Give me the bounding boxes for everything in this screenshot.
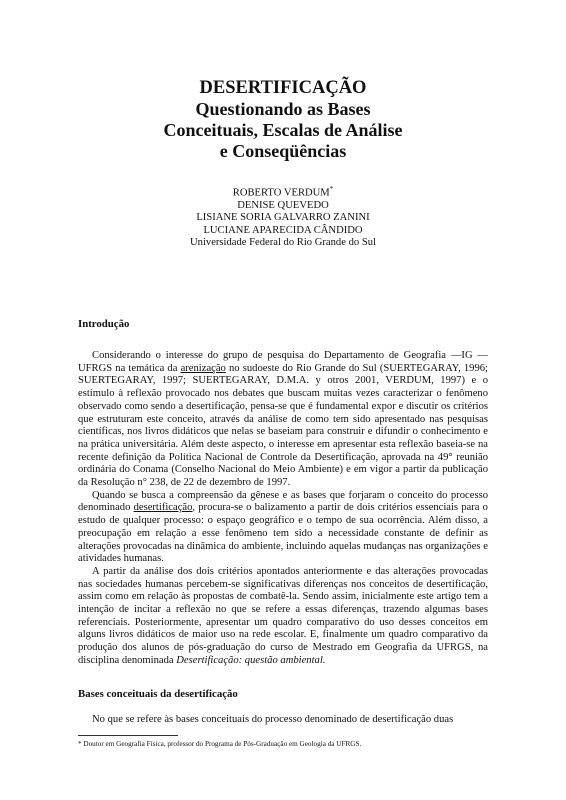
footnote [78,740,498,749]
introduction-body [78,350,488,668]
author-block [0,183,566,250]
paragraph: A partir da análise dos dois critérios apontados anteriormente e das alterações provocadas nas sociedades humanas percebem-se significativas diferenças nos conceitos de desertificação, assim como em relação às propostas de combatê-la. Sendo assim, inicialmente este artigo tem a intenção de incitar a reflexão no que se refere a essas diferenças, trazendo algumas bases referenciais. Posteriormente, apresentar um quadro comparativo do uso desses conceitos em alguns livros didáticos de maior uso na rede escolar. E, finalmente um quadro comparativo da produção dos alunos de pós-graduação do curso de Mestrado em Geografia da UFRGS, na disciplina denominada Desertificação: questão ambiental. [78,565,488,666]
course-name: Desertificação: questão ambiental. [176,654,326,666]
footnote-divider [78,735,178,736]
footnote-text: Doutor em Geografia Física, professor do Programa de Pós-Graduação em Geologia da UFRGS. [83,740,362,748]
section-heading-bases: Bases conceituais da desertificação [78,688,238,700]
paper-title: DESERTIFICAÇÃO [199,78,367,98]
bases-body [78,714,488,727]
author-name: ROBERTO VERDUM* [232,185,334,199]
paper-subtitle-line-1: Questionando as Bases [195,99,371,119]
paper-subtitle-line-3: e Conseqüências [219,141,347,161]
title-block [0,78,566,162]
paragraph: Considerando o interesse do grupo de pesquisa do Departamento de Geografia —IG — UFRGS na temática da arenização no sudoeste do Rio Grande do Sul (SUERTEGARAY, 1996; SUERTEGARAY, 1997; SUERTEGARAY, D.M.A. y otros 2001, VERDUM, 1997) e o estímulo à reflexão provocado nos debates que buscam muitas vezes caracterizar o fenômeno observado como sendo a desertificação, pensa-se que é fundamental expor e discutir os critérios que estruturam este conceito, através da análise de como tem sido apresentado nas pesquisas científicas, nos livros didáticos que nelas se baseiam para construir e difundir o conhecimento e na prática universitária. Além deste aspecto, o interesse em apresentar esta reflexão baseia-se na recente definição da Política Nacional de Controle da Desertificação, aprovada na 49° reunião ordinária do Conama (Conselho Nacional do Meio Ambiente) e em vigor a partir da publicação da Resolução n° 238, de 22 de dezembro de 1997. [78,350,488,489]
footnote-mark: * [329,185,334,193]
author-name: LISIANE SORIA GALVARRO ZANINI [196,212,370,224]
term-arenizacao: arenização [180,362,226,374]
paragraph: No que se refere às bases conceituais do processo denominado de desertificação duas [92,714,454,725]
author-name: DENISE QUEVEDO [237,199,329,211]
paragraph: Quando se busca a compreensão da gênese e as bases que forjaram o conceito do processo denominado desertificação, procura-se o balizamento a partir de dois critérios essenciais para o estudo de qualquer processo: o espaço geográfico e o tempo de sua ocorrência. Além disso, a preocupação em relação a esse fenômeno tem sido a necessidade constante de definir as alterações provocadas na dinâmica do ambiente, incluindo aquelas mudanças nas organizações e atividades humanas. [78,489,488,565]
section-heading-introduction: Introdução [78,318,130,330]
author-name: LUCIANE APARECIDA CÂNDIDO [203,224,363,236]
term-desertificacao: desertificação [133,502,193,514]
paper-subtitle-line-2: Conceituais, Escalas de Análise [163,120,403,140]
footnote-mark: * [78,740,82,748]
affiliation: Universidade Federal do Rio Grande do Sul [190,237,376,249]
